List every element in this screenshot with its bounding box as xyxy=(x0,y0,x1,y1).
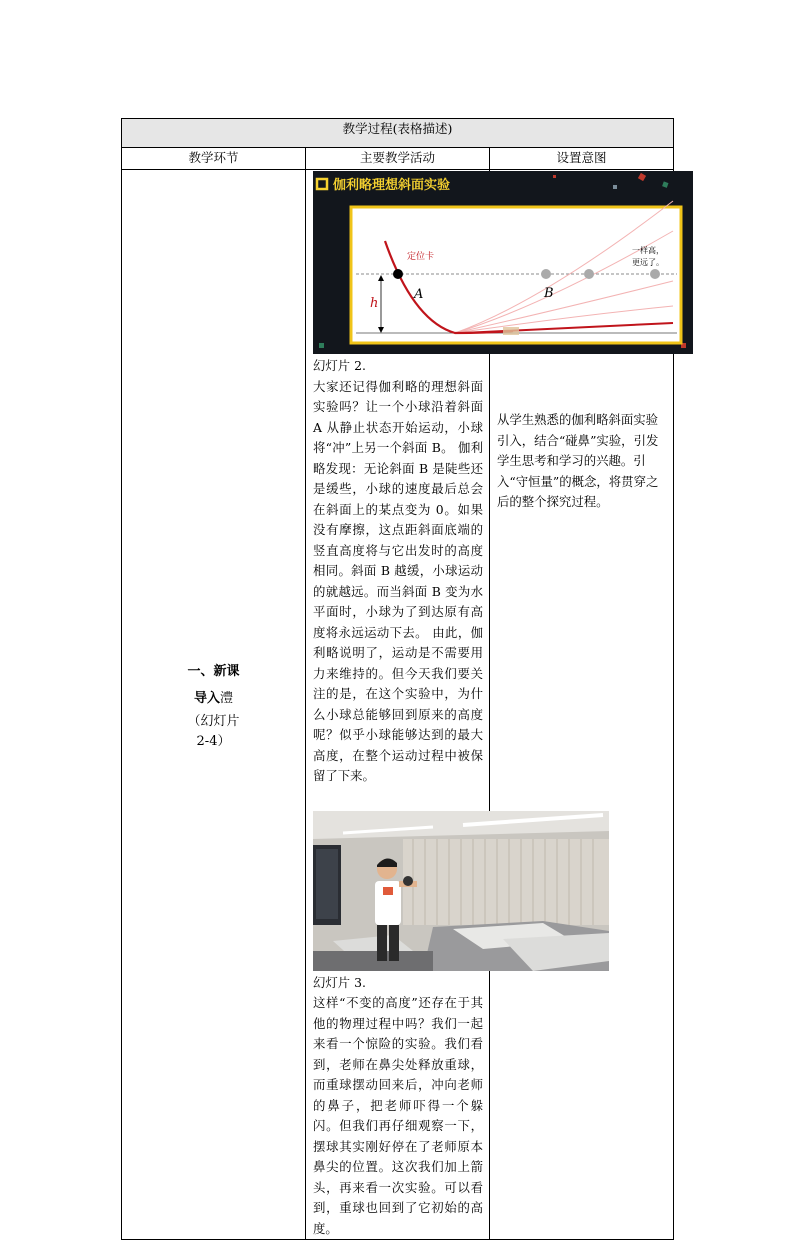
slide-note-line1: 一样高， xyxy=(632,246,664,255)
slide-2-image xyxy=(313,171,693,354)
slide-label-h: h xyxy=(370,296,379,311)
slide-title: 伽利略理想斜面实验 xyxy=(333,178,451,193)
stage-cell xyxy=(122,170,306,1240)
header-stage: 教学环节 xyxy=(122,148,306,170)
slide-label-b: B xyxy=(544,286,554,301)
slide-3-caption: 幻灯片 3. xyxy=(313,974,366,990)
slide-2-caption: 幻灯片 2. xyxy=(313,358,366,373)
slide-note-line2: 更远了。 xyxy=(632,258,664,267)
header-activity: 主要教学活动 xyxy=(306,148,490,170)
header-intent: 设置意图 xyxy=(490,148,674,170)
table-title-row xyxy=(122,119,674,148)
stage-line4: 2-4） xyxy=(196,733,231,749)
lesson-table xyxy=(121,118,674,1240)
stage-line3: （幻灯片 xyxy=(187,713,240,729)
stage-line2-rest: 澧 xyxy=(220,690,234,706)
table-row xyxy=(122,170,674,1240)
stage-line1: 一、新课 xyxy=(187,663,240,679)
slide-label-a: A xyxy=(414,287,424,302)
slide-3-photo xyxy=(313,811,609,971)
slide-marker-label: 定位卡 xyxy=(407,252,435,262)
table-header-row xyxy=(122,148,674,170)
stage-line2-bold: 导入 xyxy=(193,690,220,706)
slide-2-paragraph: 大家还记得伽利略的理想斜面实验吗？让一个小球沿着斜面 A 从静止状态开始运动，小球将“冲”上另一个斜面 B。 伽利略发现：无论斜面 B 是陡些还是缓些，小球的速度最后总会在斜面上的某点变为 0。如果没有摩擦，这点距斜面底端的竖直高度将与它出发时的高度相同。斜面 B 越缓，小球运动的就越远。而当斜面 B 变为水平面时，小球为了到达原有高度将永远运动下去。 由此，伽利略说明了，运动是不需要用力来维持的。但今天我们要关注的是，在这个实验中，为什么小球总能够回到原来的高度呢？似乎小球能够达到的最大高度，在整个运动过程中被保留了下来。 xyxy=(313,378,483,783)
table-title: 教学过程(表格描述) xyxy=(122,119,674,148)
slide-3-paragraph: 这样“不变的高度”还存在于其他的物理过程中吗？我们一起来看一个惊险的实验。我们看到，老师在鼻尖处释放重球，而重球摆动回来后，冲向老师的鼻子，把老师吓得一个躲闪。但我们再仔细观察一下，摆球其实刚好停在了老师原本鼻尖的位置。这次我们加上箭头，再来看一次实验。可以看到，重球也回到了它初始的高度。 xyxy=(313,995,483,1236)
intent-cell: 从学生熟悉的伽利略斜面实验引入，结合“碰鼻”实验，引发学生思考和学习的兴趣。引入“守恒量”的概念，将贯穿之后的整个探究过程。 xyxy=(490,170,674,1240)
